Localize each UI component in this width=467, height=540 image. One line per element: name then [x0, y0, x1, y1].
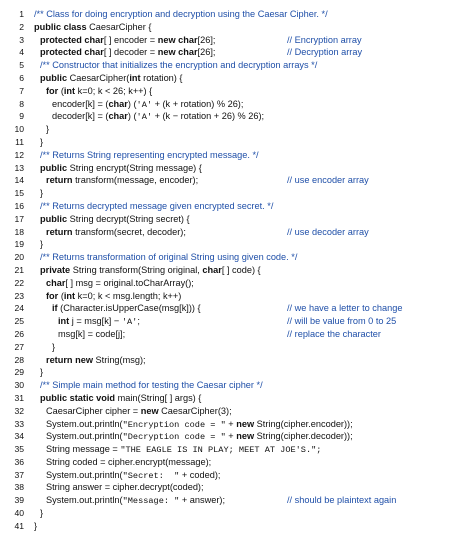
code-token: CaesarCipher(: [69, 72, 130, 83]
code-token: + (k − rotation + 26) % 26);: [152, 111, 265, 122]
code-text: [34, 469, 220, 483]
code-line: [0, 226, 467, 239]
code-token: }: [40, 367, 44, 378]
doc-comment: /** Constructor that initializes the encryption and decryption arrays */: [40, 60, 318, 71]
line-number: 29: [14, 367, 24, 378]
code-token: (Character.isUpperCase(msg[k])) {: [60, 303, 201, 314]
code-token: + coded);: [179, 469, 221, 480]
line-number: 11: [15, 136, 24, 147]
code-text: [34, 264, 261, 277]
code-token: String(msg);: [95, 354, 146, 365]
doc-comment: /** Returns transformation of original String using given code. */: [40, 252, 298, 263]
code-line: [0, 162, 467, 175]
code-line: [0, 72, 467, 85]
inline-comment: // use decoder array: [287, 226, 369, 237]
code-token: String coded = cipher.encrypt(message);: [46, 456, 212, 467]
code-token: (: [60, 85, 64, 96]
code-text: [34, 226, 186, 239]
code-token: }: [40, 239, 44, 250]
code-text: [34, 418, 353, 432]
code-line: [0, 507, 467, 520]
code-token: transform(message, encoder);: [75, 175, 199, 186]
code-token: [ ] decoder =: [103, 47, 158, 58]
inline-comment: // replace the character: [287, 328, 381, 339]
line-number: 41: [14, 520, 24, 531]
code-line: [0, 430, 467, 443]
line-number: 22: [14, 277, 24, 288]
line-number: 20: [14, 252, 24, 263]
line-number: 9: [19, 111, 24, 122]
keyword-token: return: [46, 226, 76, 237]
code-token: }: [46, 124, 50, 135]
code-text: [34, 456, 211, 469]
code-line: [0, 98, 467, 111]
code-token: String answer = cipher.decrypt(coded);: [46, 482, 204, 493]
code-line: [0, 136, 467, 149]
code-token: System.out.println(: [46, 495, 123, 506]
code-text: [34, 354, 146, 367]
code-token: CaesarCipher cipher =: [46, 405, 141, 416]
code-token: rotation) {: [143, 72, 183, 83]
line-number: 8: [19, 98, 24, 109]
code-text: [34, 110, 264, 124]
string-literal: 'A': [136, 112, 153, 123]
code-text: [34, 136, 43, 149]
string-literal: 'A': [136, 99, 153, 110]
inline-comment: // Decryption array: [287, 47, 363, 58]
code-line: [0, 520, 467, 533]
code-line: [0, 379, 467, 392]
code-token: CaesarCipher {: [89, 21, 152, 32]
code-token: +: [225, 418, 237, 429]
line-number: 35: [14, 444, 24, 455]
code-token: }: [40, 136, 44, 147]
code-text: [34, 405, 232, 418]
keyword-token: int: [129, 72, 144, 83]
code-line: [0, 494, 467, 507]
line-number: 26: [14, 328, 24, 339]
keyword-token: if: [52, 303, 61, 314]
code-text: [34, 290, 181, 303]
line-number: 39: [14, 495, 24, 506]
code-token: String decrypt(String secret) {: [69, 213, 190, 224]
code-token: [ ] msg = original.toCharArray();: [65, 277, 194, 288]
doc-comment: /** Returns String representing encrypted message. */: [40, 149, 259, 160]
code-text: [34, 315, 140, 329]
keyword-token: private: [40, 264, 73, 275]
code-token: msg[k] = code[j];: [58, 328, 126, 339]
code-token: [ ] code) {: [221, 264, 261, 275]
code-text: [34, 341, 55, 354]
line-number: 17: [14, 213, 24, 224]
code-text: [34, 277, 194, 290]
code-line: [0, 85, 467, 98]
line-number: 5: [19, 60, 24, 71]
code-line: [0, 8, 467, 21]
code-line: [0, 251, 467, 264]
doc-comment: /** Returns decrypted message given encrypted secret. */: [40, 200, 274, 211]
line-number: 27: [14, 341, 24, 352]
string-literal: "Secret: ": [122, 470, 180, 481]
code-token: String encrypt(String message) {: [69, 162, 202, 173]
code-text: [34, 328, 125, 341]
code-token: }: [40, 508, 44, 519]
code-text: [34, 21, 151, 34]
code-token: decoder[k] = (: [52, 111, 109, 122]
code-line: [0, 277, 467, 290]
code-line: [0, 405, 467, 418]
code-line: [0, 21, 467, 34]
line-number: 25: [14, 316, 24, 327]
code-line: [0, 264, 467, 277]
line-number: 36: [14, 456, 24, 467]
keyword-token: char: [46, 277, 66, 288]
code-token: CaesarCipher(3);: [161, 405, 232, 416]
code-line: [0, 354, 467, 367]
code-text: [34, 520, 37, 533]
code-text: [34, 379, 263, 392]
line-number: 40: [14, 508, 24, 519]
line-number: 1: [19, 9, 24, 19]
code-line: [0, 149, 467, 162]
code-text: [34, 149, 259, 162]
line-number: 23: [14, 290, 24, 301]
string-literal: "Message: ": [122, 496, 180, 507]
code-line: [0, 213, 467, 226]
keyword-token: int: [58, 316, 72, 327]
code-text: [34, 213, 190, 226]
keyword-token: return new: [46, 354, 96, 365]
code-token: + answer);: [179, 495, 226, 506]
code-token: }: [40, 188, 44, 199]
code-line: [0, 392, 467, 405]
code-line: [0, 46, 467, 59]
code-token: String message =: [46, 444, 121, 455]
code-line: [0, 302, 467, 315]
code-text: [34, 392, 201, 405]
code-token: ) (: [127, 111, 137, 122]
keyword-token: protected char: [40, 34, 104, 45]
code-text: [34, 8, 328, 21]
code-line: [0, 366, 467, 379]
line-number: 3: [19, 34, 24, 45]
code-token: System.out.println(: [46, 418, 123, 429]
line-number: 30: [14, 380, 24, 391]
line-number: 16: [14, 200, 24, 211]
code-token: j = msg[k] −: [71, 316, 122, 327]
line-number: 34: [14, 431, 24, 442]
keyword-token: public class: [34, 21, 90, 32]
line-number: 14: [14, 175, 24, 186]
line-number: 4: [19, 47, 24, 58]
inline-comment: // use encoder array: [287, 175, 369, 186]
code-token: System.out.println(: [46, 431, 123, 442]
code-token: ) (: [127, 98, 137, 109]
code-token: System.out.println(: [46, 469, 123, 480]
code-line: [0, 328, 467, 341]
line-number: 6: [19, 72, 24, 83]
keyword-token: public: [40, 213, 70, 224]
keyword-token: int: [63, 85, 78, 96]
code-text: [34, 430, 353, 444]
keyword-token: for: [46, 290, 61, 301]
keyword-token: protected char: [40, 47, 104, 58]
code-text: [34, 34, 215, 47]
code-token: }: [34, 520, 38, 531]
keyword-token: public: [40, 72, 70, 83]
doc-comment: /** Class for doing encryption and decryption using the Caesar Cipher. */: [34, 9, 328, 19]
code-text: [34, 494, 225, 508]
code-token: (: [60, 290, 64, 301]
code-listing: [0, 8, 467, 533]
line-number: 37: [14, 469, 24, 480]
code-token: k=0; k < 26; k++) {: [77, 85, 153, 96]
code-line: [0, 123, 467, 136]
code-token: ;: [137, 316, 140, 327]
code-text: [34, 174, 198, 187]
code-text: [34, 238, 43, 251]
line-number: 2: [19, 21, 24, 32]
code-text: [34, 366, 43, 379]
code-text: [34, 302, 201, 315]
code-line: [0, 456, 467, 469]
line-number: 10: [14, 124, 24, 135]
line-number: 15: [14, 188, 24, 199]
code-token: + (k + rotation) % 26);: [152, 98, 244, 109]
keyword-token: char: [202, 264, 222, 275]
doc-comment: /** Simple main method for testing the Caesar cipher */: [40, 380, 263, 391]
code-text: [34, 85, 152, 98]
keyword-token: return: [46, 175, 76, 186]
keyword-token: char: [108, 98, 128, 109]
code-text: [34, 46, 215, 59]
code-token: transform(secret, decoder);: [75, 226, 186, 237]
keyword-token: for: [46, 85, 61, 96]
code-token: [26];: [197, 47, 216, 58]
string-literal: "THE EAGLE IS IN PLAY; MEET AT JOE'S.";: [120, 445, 322, 456]
code-line: [0, 238, 467, 251]
code-token: [ ] encoder =: [103, 34, 158, 45]
code-line: [0, 187, 467, 200]
code-line: [0, 315, 467, 328]
code-token: String(cipher.encoder));: [256, 418, 353, 429]
keyword-token: public static void: [40, 392, 118, 403]
code-token: +: [225, 431, 237, 442]
line-number: 28: [14, 354, 24, 365]
code-token: k=0; k < msg.length; k++): [77, 290, 182, 301]
string-literal: 'A': [121, 317, 138, 328]
code-text: [34, 72, 182, 85]
keyword-token: new char: [157, 34, 198, 45]
keyword-token: new char: [157, 47, 198, 58]
code-token: [26];: [197, 34, 216, 45]
line-number: 24: [14, 303, 24, 314]
code-line: [0, 59, 467, 72]
code-line: [0, 34, 467, 47]
line-number: 12: [14, 149, 24, 160]
keyword-token: new: [140, 405, 162, 416]
line-number: 7: [19, 85, 24, 96]
inline-comment: // we have a letter to change: [287, 303, 403, 314]
inline-comment: // Encryption array: [287, 34, 362, 45]
line-number: 19: [14, 239, 24, 250]
inline-comment: // will be value from 0 to 25: [287, 316, 397, 327]
code-line: [0, 481, 467, 494]
keyword-token: new: [236, 418, 257, 429]
code-token: String transform(String original,: [72, 264, 203, 275]
keyword-token: public: [40, 162, 70, 173]
code-text: [34, 481, 204, 494]
code-text: [34, 507, 43, 520]
code-text: [34, 123, 49, 136]
line-number: 18: [14, 226, 24, 237]
keyword-token: int: [63, 290, 78, 301]
line-number: 13: [14, 162, 24, 173]
line-number: 32: [14, 405, 24, 416]
code-text: [34, 59, 317, 72]
line-number: 31: [14, 392, 24, 403]
code-token: encoder[k] = (: [52, 98, 109, 109]
code-line: [0, 443, 467, 456]
code-text: [34, 443, 321, 457]
code-token: }: [52, 341, 56, 352]
code-text: [34, 98, 243, 112]
keyword-token: new: [236, 431, 257, 442]
code-token: main(String[ ] args) {: [117, 392, 202, 403]
string-literal: "Encryption code = ": [122, 419, 226, 430]
code-text: [34, 187, 43, 200]
string-literal: "Decryption code = ": [122, 432, 226, 443]
code-line: [0, 110, 467, 123]
code-line: [0, 174, 467, 187]
code-text: [34, 251, 297, 264]
code-text: [34, 200, 273, 213]
code-line: [0, 418, 467, 431]
code-token: String(cipher.decoder));: [256, 431, 353, 442]
code-line: [0, 469, 467, 482]
code-line: [0, 341, 467, 354]
keyword-token: char: [108, 111, 128, 122]
code-line: [0, 290, 467, 303]
line-number: 38: [14, 482, 24, 493]
line-number: 33: [14, 418, 24, 429]
inline-comment: // should be plaintext again: [287, 495, 397, 506]
code-text: [34, 162, 202, 175]
code-line: [0, 200, 467, 213]
line-number: 21: [14, 264, 24, 275]
